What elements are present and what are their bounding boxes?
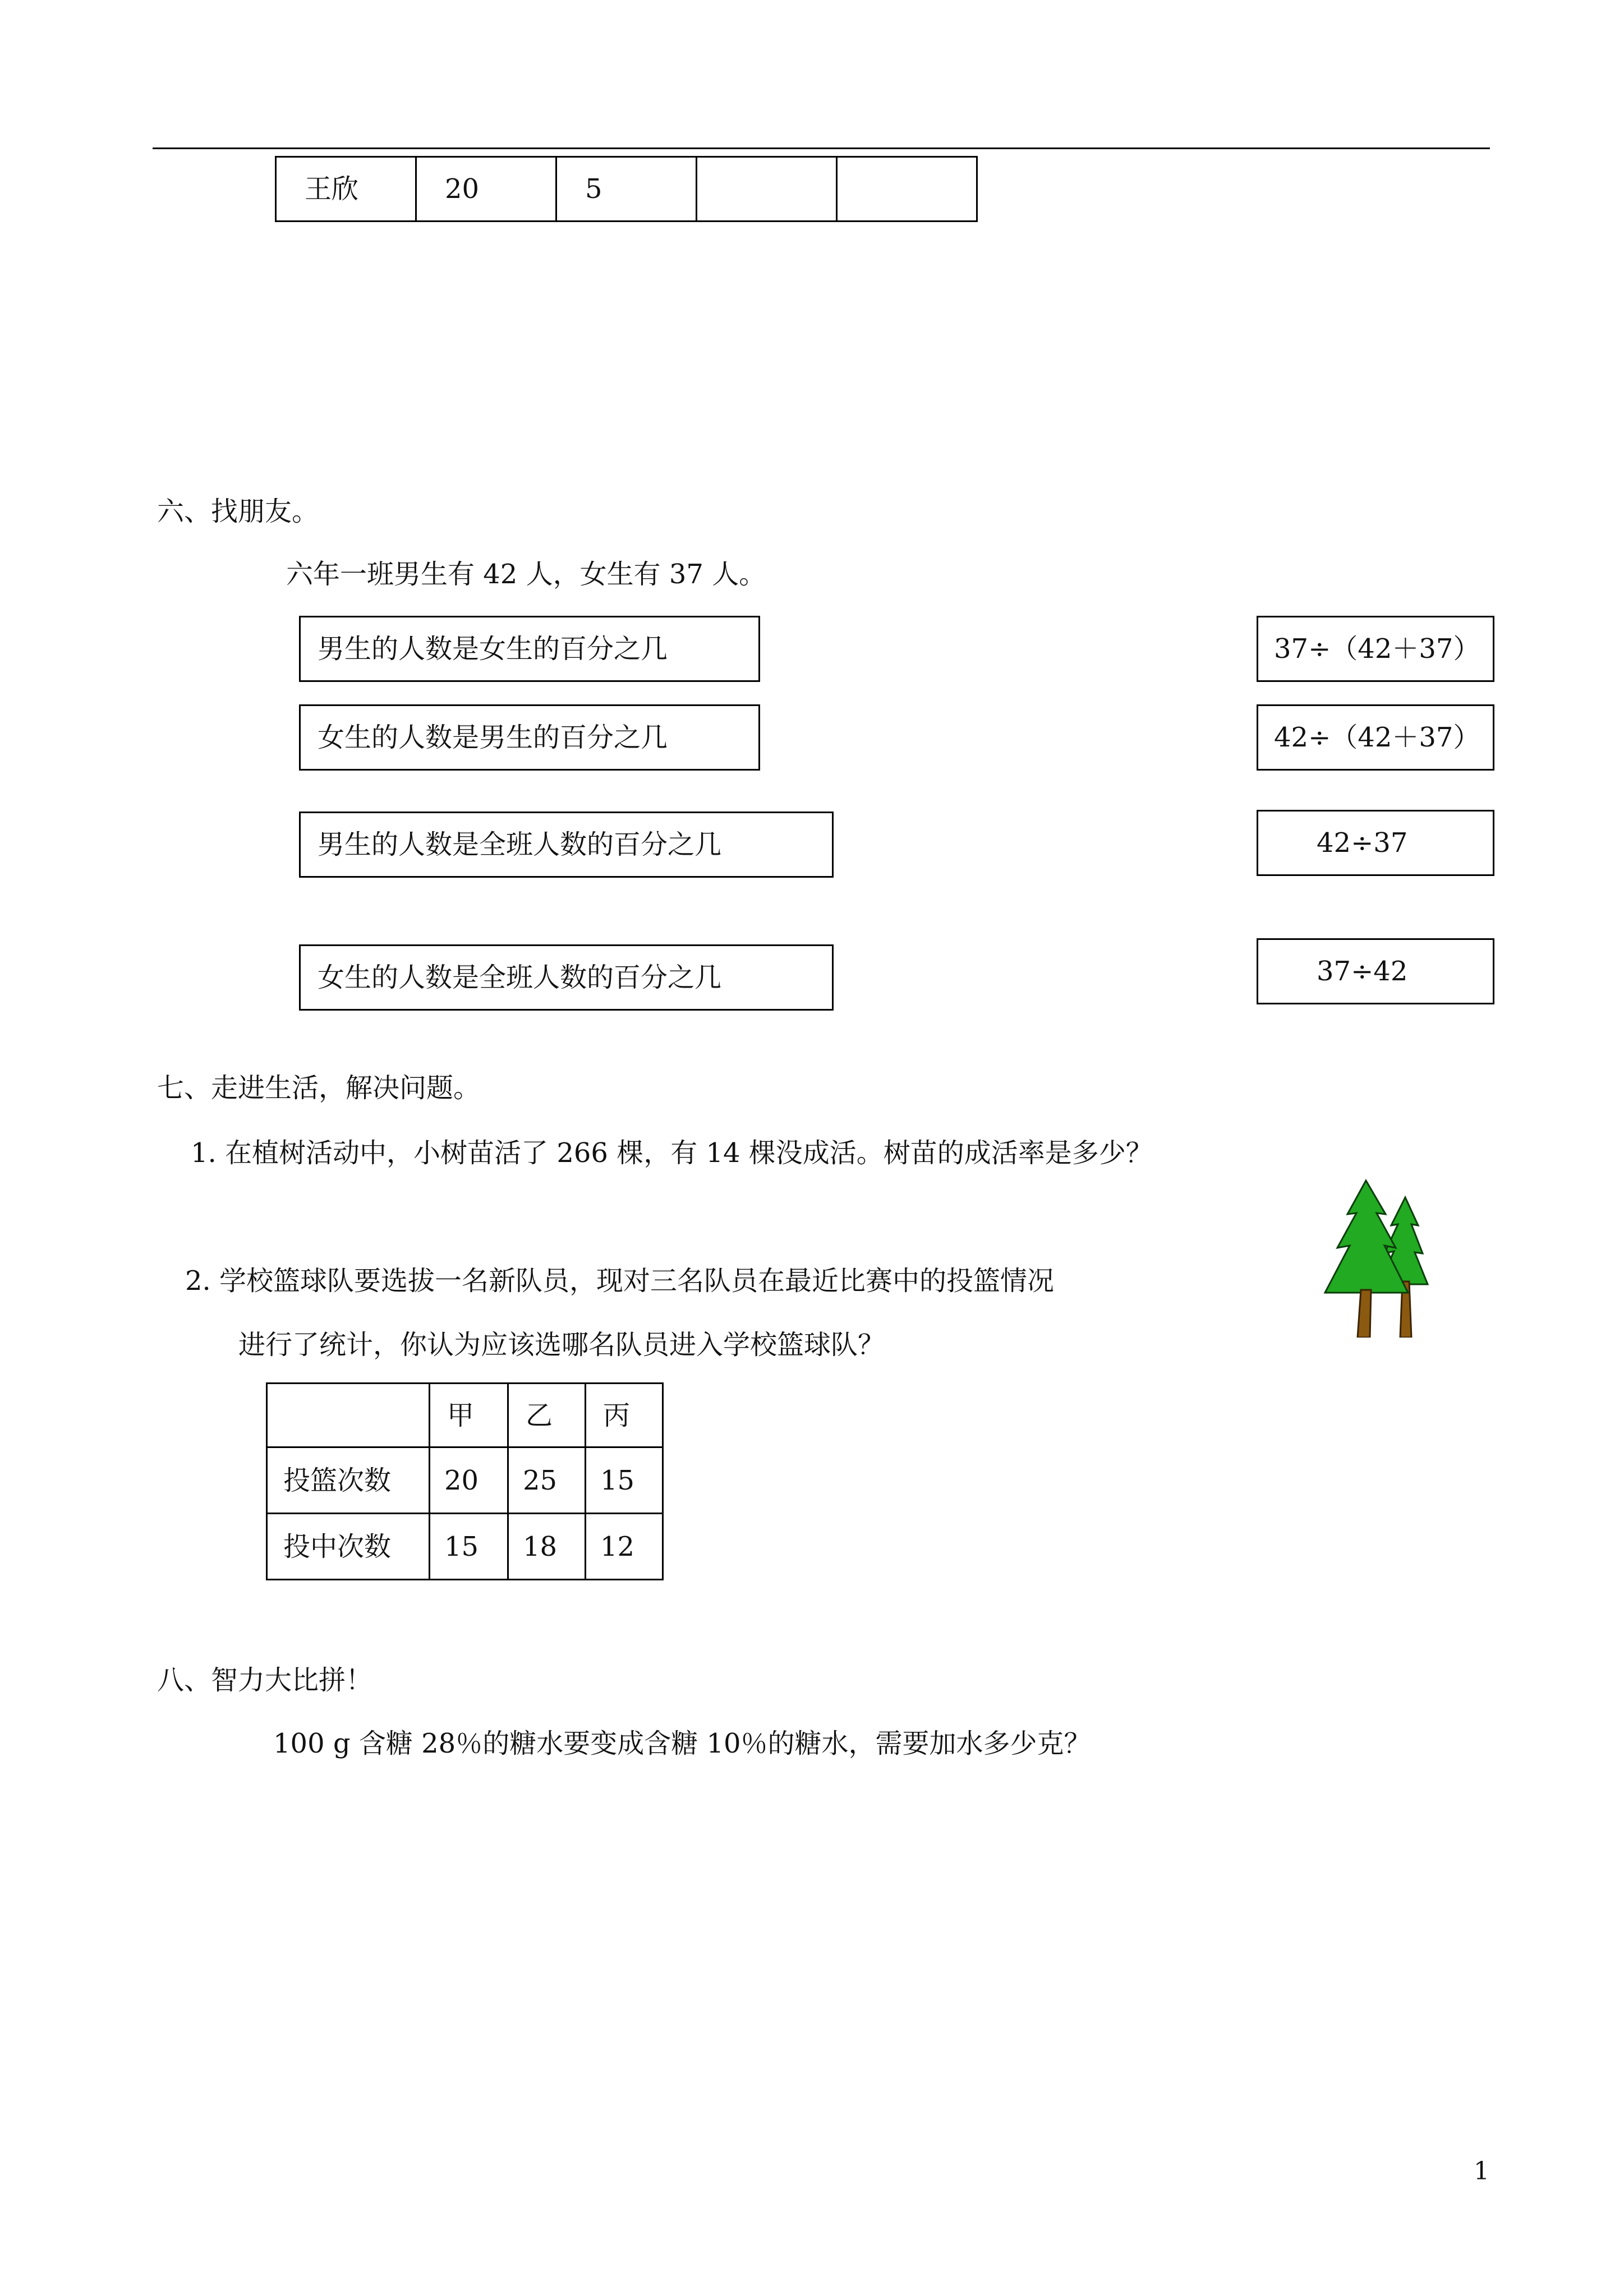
table-cell: 王欣 bbox=[276, 157, 416, 222]
section8-heading: 八、智力大比拼！ bbox=[157, 1665, 373, 1696]
match-right-1[interactable]: 37÷（42＋37） bbox=[1257, 616, 1494, 682]
table-cell: 15 bbox=[586, 1447, 663, 1514]
match-left-1[interactable]: 男生的人数是女生的百分之几 bbox=[299, 616, 760, 682]
table-cell: 25 bbox=[508, 1447, 586, 1514]
match-left-3[interactable]: 男生的人数是全班人数的百分之几 bbox=[299, 812, 834, 878]
table-cell: 20 bbox=[430, 1447, 508, 1514]
table-row bbox=[267, 1514, 663, 1580]
question-1: 1. 在植树活动中，小树苗活了 266 棵，有 14 棵没成活。树苗的成活率是多少？ bbox=[191, 1137, 1153, 1169]
table-header-cell: 甲 bbox=[430, 1384, 508, 1447]
question-2-line1: 2. 学校篮球队要选拔一名新队员，现对三名队员在最近比赛中的投篮情况 bbox=[185, 1265, 1055, 1297]
match-left-2[interactable]: 女生的人数是男生的百分之几 bbox=[299, 704, 760, 771]
table-cell: 投中次数 bbox=[267, 1514, 430, 1580]
table-header-row bbox=[267, 1384, 663, 1447]
table-cell: 20 bbox=[416, 157, 556, 222]
table-row bbox=[276, 157, 977, 222]
table-cell bbox=[697, 157, 837, 222]
match-left-4[interactable]: 女生的人数是全班人数的百分之几 bbox=[299, 944, 834, 1011]
score-table-tail bbox=[275, 156, 978, 222]
section6-heading: 六、找朋友。 bbox=[157, 496, 319, 527]
section7-heading: 七、走进生活，解决问题。 bbox=[157, 1072, 481, 1104]
table-header-cell bbox=[267, 1384, 430, 1447]
section6-intro: 六年一班男生有 42 人，女生有 37 人。 bbox=[286, 559, 766, 590]
table-cell bbox=[837, 157, 977, 222]
header-rule bbox=[153, 147, 1490, 149]
table-header-cell: 丙 bbox=[586, 1384, 663, 1447]
question-2-line2: 进行了统计，你认为应该选哪名队员进入学校篮球队？ bbox=[238, 1329, 885, 1361]
shooting-stats-table bbox=[266, 1382, 664, 1580]
table-header-cell: 乙 bbox=[508, 1384, 586, 1447]
table-cell: 5 bbox=[556, 157, 697, 222]
match-right-3[interactable]: 42÷37 bbox=[1257, 810, 1494, 876]
table-cell: 18 bbox=[508, 1514, 586, 1580]
table-row bbox=[267, 1447, 663, 1514]
match-right-2[interactable]: 42÷（42＋37） bbox=[1257, 704, 1494, 771]
table-cell: 15 bbox=[430, 1514, 508, 1580]
page-number: 1 bbox=[1474, 2157, 1489, 2186]
table-cell: 投篮次数 bbox=[267, 1447, 430, 1514]
table-cell: 12 bbox=[586, 1514, 663, 1580]
pine-trees-icon bbox=[1313, 1175, 1453, 1338]
section8-question: 100 g 含糖 28％的糖水要变成含糖 10％的糖水，需要加水多少克？ bbox=[273, 1728, 1091, 1759]
match-right-4[interactable]: 37÷42 bbox=[1257, 938, 1494, 1004]
